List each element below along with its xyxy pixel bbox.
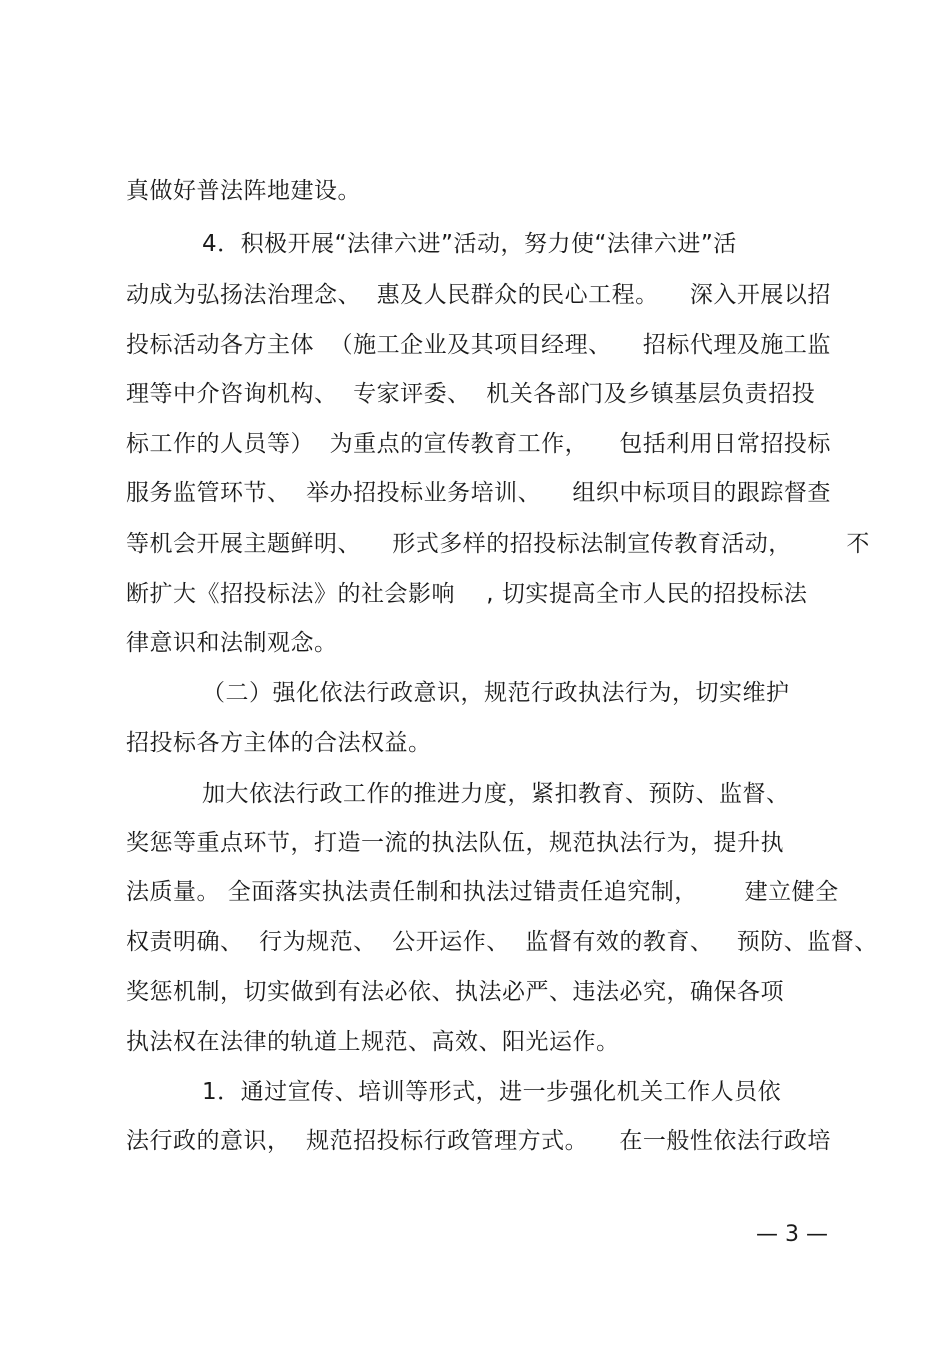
text-line: 4．积极开展“法律六进”活动，努力使“法律六进”活 [202, 231, 737, 257]
text-line: 投标活动各方主体 （施工企业及其项目经理、 招标代理及施工监 [126, 332, 831, 358]
text-line: 服务监管环节、 举办招投标业务培训、 组织中标项目的跟踪督查 [126, 480, 831, 506]
text-line: 1．通过宣传、培训等形式，进一步强化机关工作人员依 [202, 1079, 782, 1105]
text-line: 真做好普法阵地建设。 [126, 178, 361, 204]
section-heading: 招投标各方主体的合法权益。 [126, 730, 432, 756]
text-line: 权责明确、 行为规范、 公开运作、 监督有效的教育、 预防、监督、 [126, 929, 878, 955]
text-line: 执法权在法律的轨道上规范、高效、阳光运作。 [126, 1029, 620, 1055]
text-line: 律意识和法制观念。 [126, 630, 338, 656]
text-line: 法质量。 全面落实执法责任制和执法过错责任追究制， 建立健全 [126, 879, 839, 905]
page-number: — 3 — [756, 1222, 828, 1247]
text-line: 奖惩机制，切实做到有法必依、执法必严、违法必究，确保各项 [126, 979, 784, 1005]
text-line: 断扩大《招投标法》的社会影响 , 切实提高全市人民的招投标法 [126, 581, 808, 607]
text-line: 奖惩等重点环节，打造一流的执法队伍，规范执法行为，提升执 [126, 830, 784, 856]
section-heading: （二）强化依法行政意识，规范行政执法行为，切实维护 [202, 680, 790, 706]
text-line: 加大依法行政工作的推进力度，紧扣教育、预防、监督、 [202, 781, 790, 807]
text-line: 等机会开展主题鲜明、 形式多样的招投标法制宣传教育活动， 不 [126, 531, 870, 557]
text-line: 理等中介咨询机构、 专家评委、 机关各部门及乡镇基层负责招投 [126, 381, 816, 407]
text-line: 标工作的人员等） 为重点的宣传教育工作， 包括利用日常招投标 [126, 431, 831, 457]
text-line: 法行政的意识， 规范招投标行政管理方式。 在一般性依法行政培 [126, 1128, 831, 1154]
text-line: 动成为弘扬法治理念、 惠及人民群众的民心工程。 深入开展以招 [126, 282, 831, 308]
